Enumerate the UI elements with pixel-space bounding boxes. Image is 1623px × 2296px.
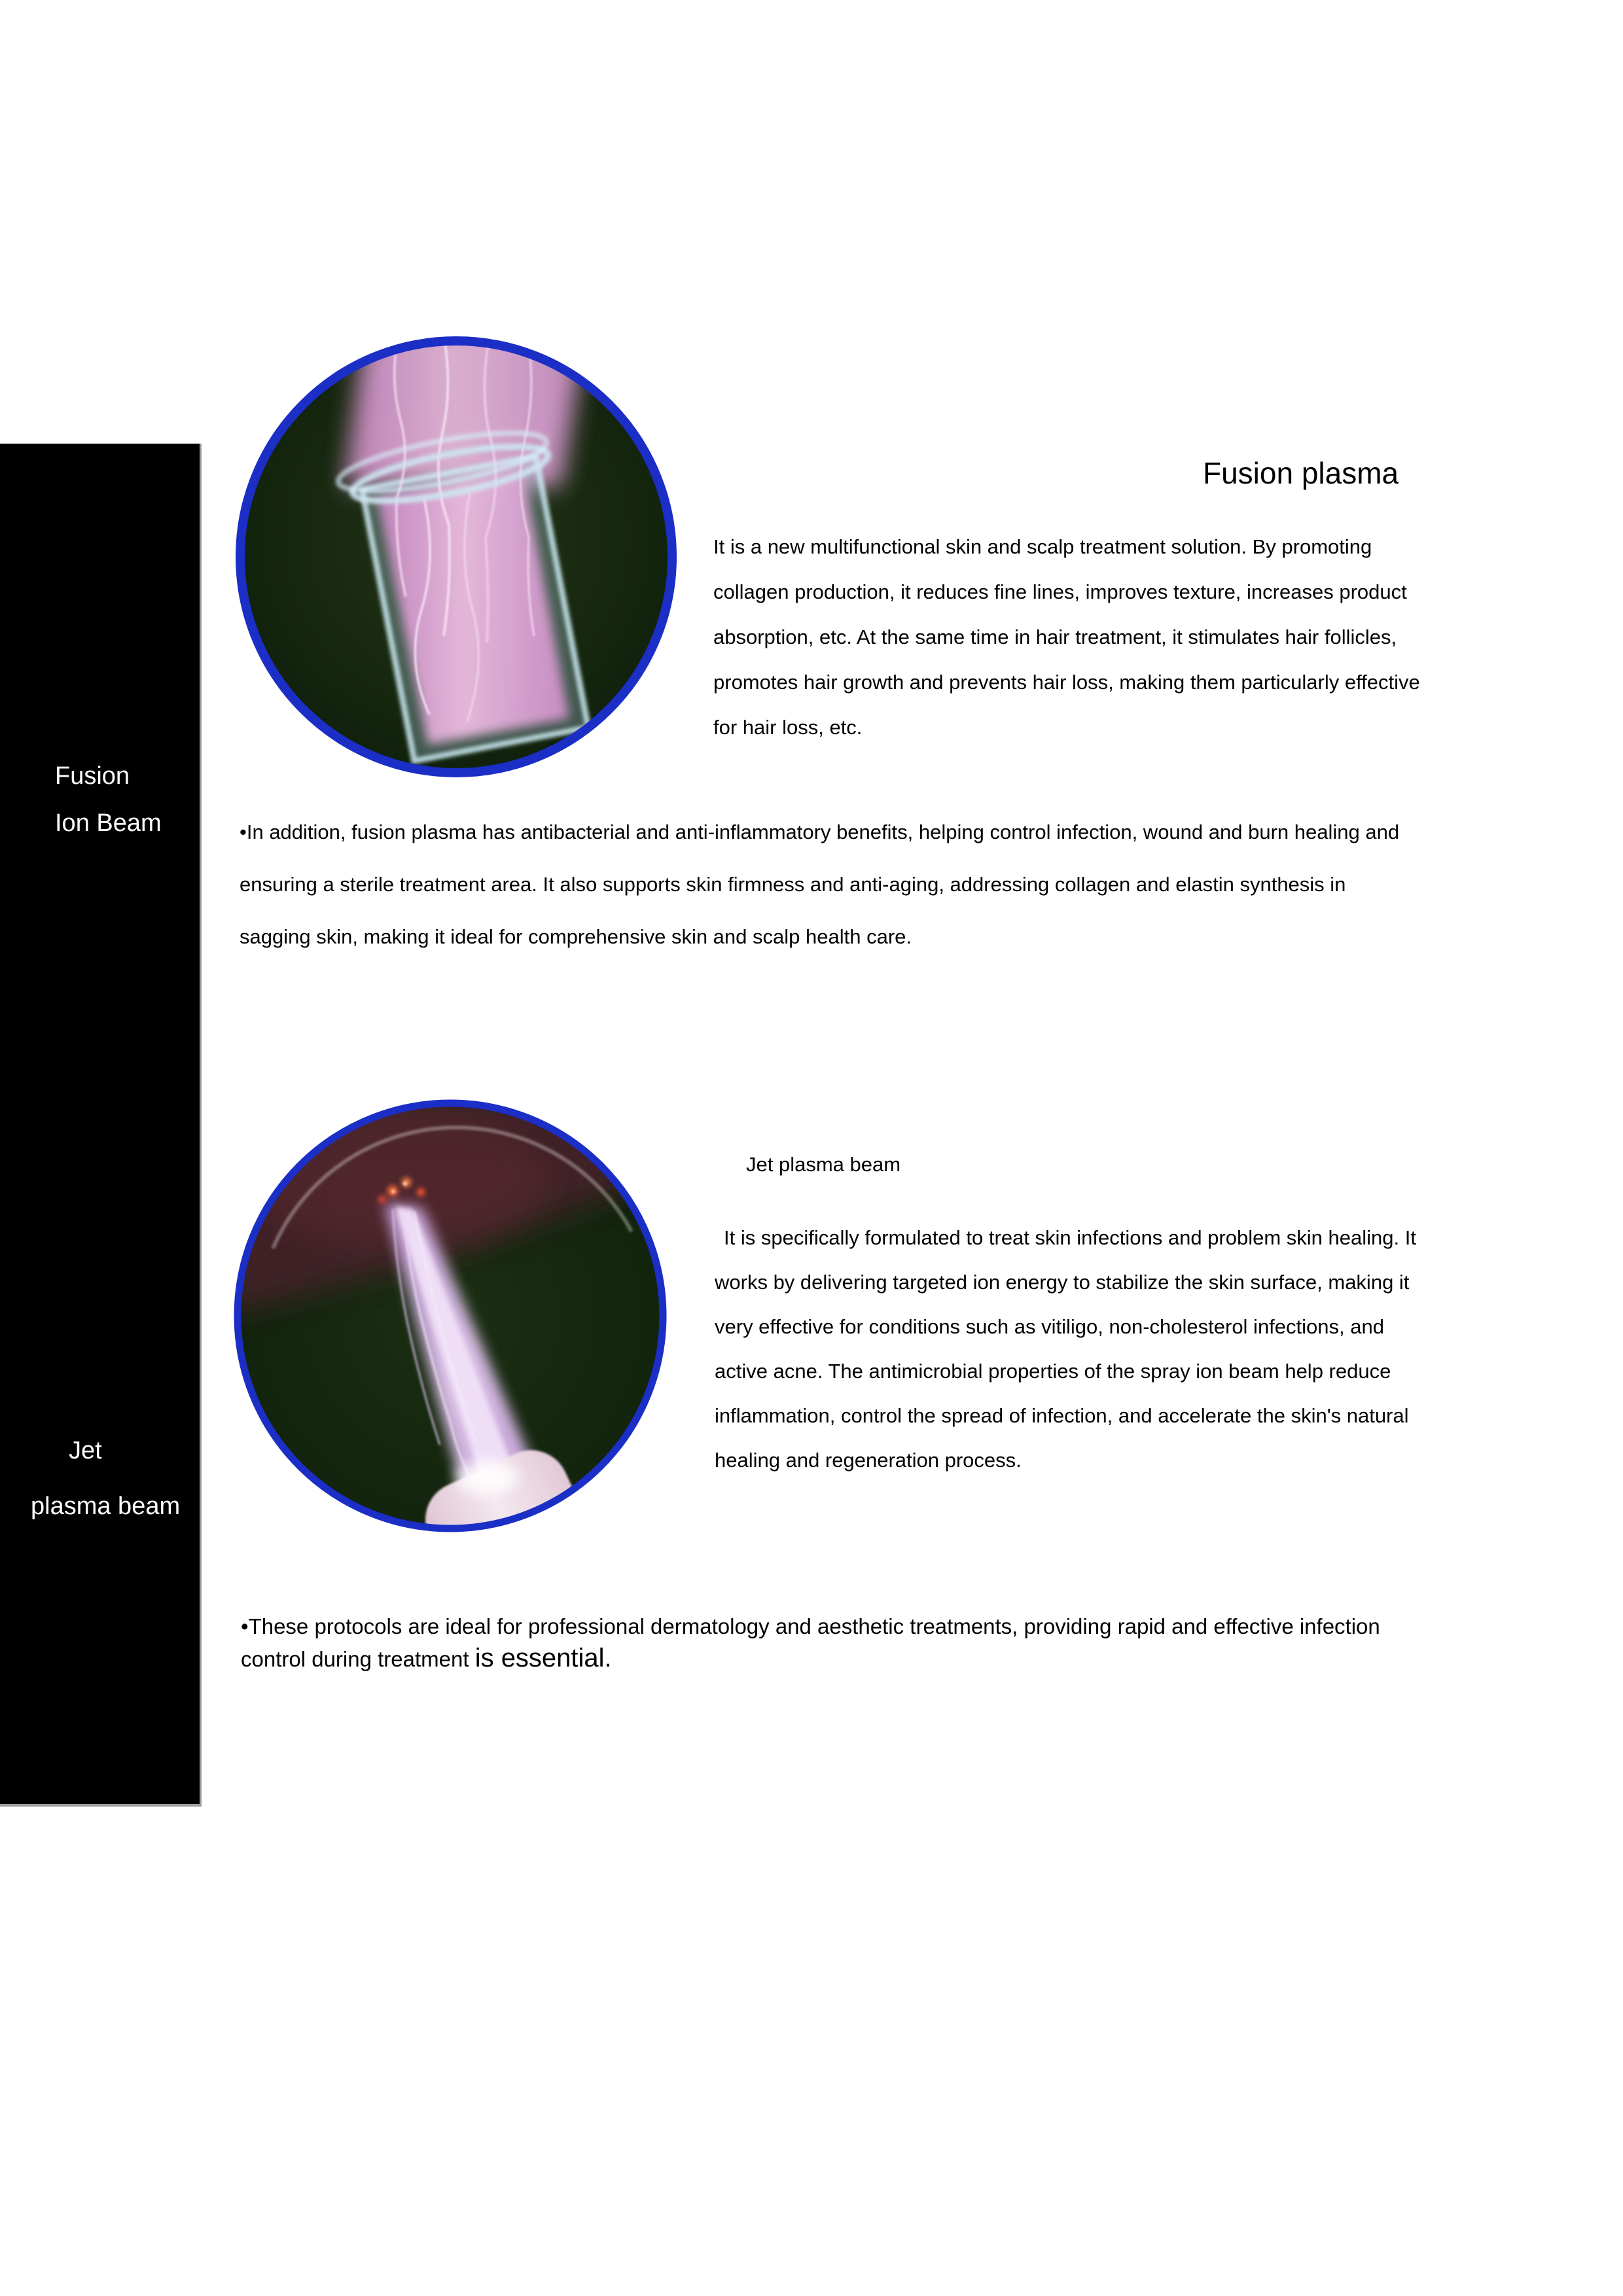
sidebar-label-jet: Jet	[69, 1437, 102, 1464]
fusion-bullet-paragraph: •In addition, fusion plasma has antibacterial and anti-inflammatory benefits, helping control infection, wound and burn healing and ensuring a sterile treatment area. It also supports skin firmness and anti-aging, addressing collagen and elastin synthesis in sagging skin, making it ideal for comprehensive skin and scalp health care.	[240, 821, 1400, 948]
closing-bullet-emphasis: is essential.	[474, 1644, 612, 1672]
jet-section-title: Jet plasma beam	[746, 1153, 901, 1176]
closing-bullet-paragraph	[241, 1611, 1425, 1675]
closing-bullet-text: •These protocols are ideal for professional dermatology and aesthetic treatments, providing rapid and effective infection control during treatment	[241, 1614, 1380, 1671]
fusion-intro-paragraph: It is a new multifunctional skin and scalp treatment solution. By promoting collagen production, it reduces fine lines, improves texture, increases product absorption, etc. At the same time in hair treatment, it stimulates hair follicles, promotes hair growth and prevents hair loss, making them particularly effective for hair loss, etc.	[713, 535, 1420, 739]
sidebar-label-plasma-beam: plasma beam	[31, 1492, 181, 1520]
fusion-plasma-photo	[234, 335, 678, 779]
sidebar-label-fusion: Fusion	[55, 762, 130, 790]
jet-plasma-photo	[234, 1099, 667, 1532]
sidebar-label-ion-beam: Ion Beam	[55, 809, 162, 837]
sidebar	[0, 444, 202, 1807]
jet-plasma-photo-image	[234, 1099, 667, 1532]
fusion-section-title: Fusion plasma	[1203, 456, 1399, 490]
fusion-plasma-photo-image	[234, 335, 678, 779]
jet-body-paragraph: It is specifically formulated to treat skin infections and problem skin healing. It works by delivering targeted ion energy to stabilize the skin surface, making it very effective for conditions such as vitiligo, non-cholesterol infections, and active acne. The antimicrobial properties of the spray ion beam help reduce inflammation, control the spread of infection, and accelerate the skin's natural healing and regeneration process.	[715, 1226, 1416, 1472]
